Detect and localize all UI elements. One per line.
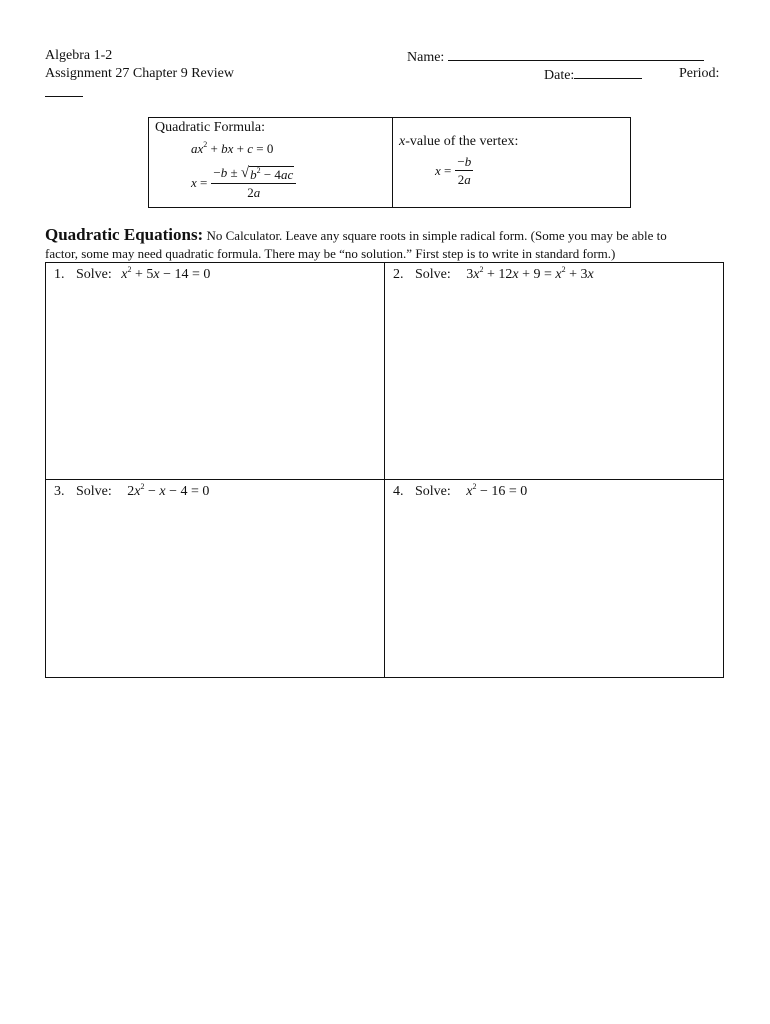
quadratic-formula-expression: x = −b ± √ $b^2 - 4ac$ 2a (191, 165, 296, 200)
assignment-title: Assignment 27 Chapter 9 Review (45, 66, 234, 81)
vertex-formula-expression: x = $\frac{-b}{2a}$ (435, 154, 472, 187)
problem-1-workspace[interactable] (46, 263, 385, 480)
problem-label: Solve: (76, 484, 112, 499)
quadratic-formula-panel (149, 118, 393, 207)
problem-3 (54, 484, 209, 500)
instructions-line-1: No Calculator. Leave any square roots in simple radical form. (Some you may be able to (206, 228, 667, 243)
standard-form-equation: $ax^2$ + bx + c = 0 (191, 140, 274, 156)
instructions (45, 227, 735, 244)
problem-equation: $x^2 + 5x - 14 = 0$ (121, 265, 211, 282)
problem-2 (393, 267, 594, 283)
problem-number: 4. (393, 484, 404, 499)
date-label: Date: (544, 68, 575, 83)
name-blank[interactable] (448, 48, 704, 61)
course-title: Algebra 1-2 (45, 48, 113, 63)
problem-2-workspace[interactable] (385, 263, 723, 480)
name-field[interactable] (407, 48, 704, 66)
instructions-line-2: factor, some may need quadratic formula. There may be “no solution.” First step is to write in standard form.) (45, 246, 616, 261)
problem-label: Solve: (76, 267, 112, 282)
problem-4-workspace[interactable] (385, 480, 723, 677)
vertex-formula-panel (393, 118, 630, 207)
date-field[interactable] (544, 66, 642, 84)
problem-equation: $3x^2 + 12x + 9 = x^2 + 3x$ (466, 265, 594, 282)
problem-equation: $x^2 - 16 = 0$ (466, 482, 528, 499)
period-label: Period: (679, 66, 720, 81)
quadratic-formula-title: Quadratic Formula: (155, 120, 266, 135)
problem-label: Solve: (415, 267, 451, 282)
problem-4 (393, 484, 527, 500)
name-label: Name: (407, 50, 445, 65)
vertex-formula-title: x-value of the vertex: (399, 134, 519, 149)
date-blank[interactable] (574, 66, 642, 79)
problems-grid (45, 262, 724, 678)
name-line-continuation[interactable] (45, 86, 83, 97)
problem-3-workspace[interactable] (46, 480, 385, 677)
problem-label: Solve: (415, 484, 451, 499)
problem-number: 3. (54, 484, 65, 499)
problem-number: 1. (54, 267, 65, 282)
formula-box (148, 117, 631, 208)
problem-number: 2. (393, 267, 404, 282)
section-heading: Quadratic Equations: (45, 225, 204, 244)
problem-1 (54, 267, 210, 283)
problem-equation: $2x^2 - x - 4 = 0$ (127, 482, 210, 499)
